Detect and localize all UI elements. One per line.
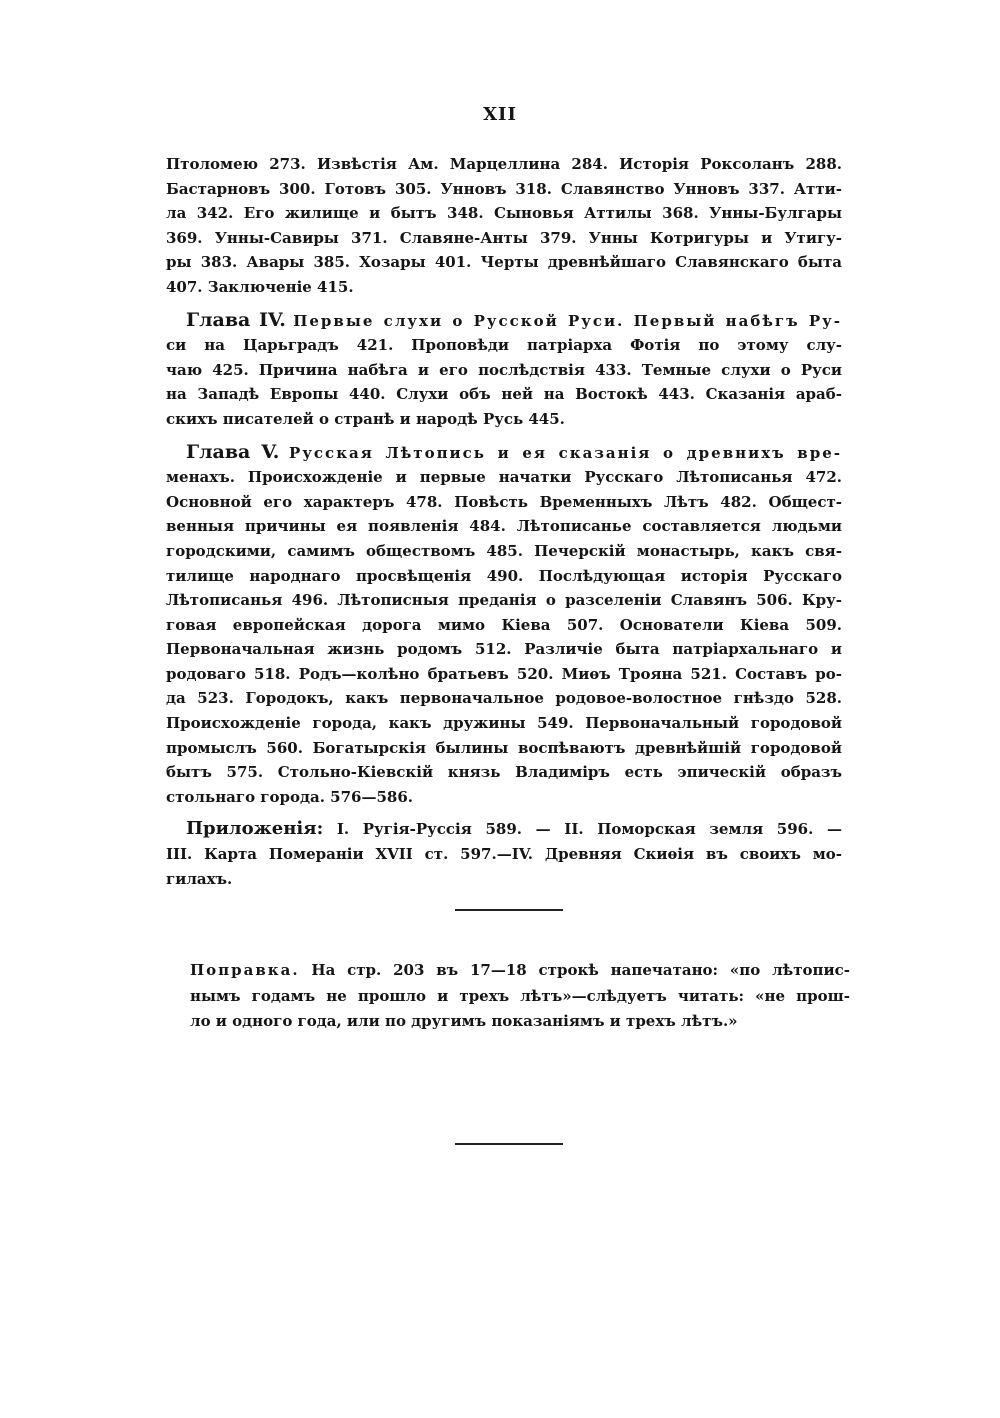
text-line: Бастарновъ 300. Готовъ 305. Унновъ 318. Славянство Унновъ 337. Атти- [166, 179, 842, 198]
correction-text: На стр. 203 въ 17—18 строкѣ напечатано: «по лѣтопис- [311, 961, 850, 979]
text-line [166, 440, 842, 466]
appendix-label: Приложенія: [186, 818, 324, 840]
correction-label: Поправка. [190, 961, 300, 979]
text-line: промыслъ 560. Богатырскія былины воспѣваютъ древнѣйшій городовой [166, 738, 842, 757]
text-line: на Западѣ Европы 440. Слухи объ ней на Востокѣ 443. Сказанія араб- [166, 385, 842, 404]
text-line: да 523. Городокъ, какъ первоначальное родовое-волостное гнѣздо 528. [166, 689, 842, 708]
text-line: чаю 425. Причина набѣга и его послѣдствія 433. Темные слухи о Руси [166, 360, 842, 379]
text-line: си на Царьградъ 421. Проповѣди патріарха Фотія по этому слу- [166, 336, 842, 355]
text-line: Птоломею 273. Извѣстія Ам. Марцеллина 284. Исторія Роксоланъ 288. [166, 155, 842, 173]
text-line: ры 383. Авары 385. Хозары 401. Черты древнѣйшаго Славянскаго быта [166, 253, 842, 272]
page-number: XII [483, 104, 517, 125]
correction-note [190, 958, 850, 1035]
text-line: венныя причины ея появленія 484. Лѣтописанье составляется людьми [166, 517, 842, 536]
text-line: родоваго 518. Родъ—колѣно братьевъ 520. Миѳъ Трояна 521. Составъ ро- [166, 664, 842, 683]
text-line: бытъ 575. Стольно-Кіевскій князь Владиміръ есть эпическій образъ [166, 763, 842, 782]
appendix-entry [166, 817, 842, 891]
bottom-divider [455, 1143, 563, 1145]
text-line: скихъ писателей о странѣ и народѣ Русь 445. [166, 409, 565, 428]
text-line: стольнаго города. 576—586. [166, 787, 414, 806]
table-of-contents [166, 152, 842, 891]
chapter-5-entry [166, 440, 842, 810]
text-line: нымъ годамъ не прошло и трехъ лѣтъ»—слѣдуетъ читать: «не прош- [190, 986, 850, 1005]
text-line: говая европейская дорога мимо Кіева 507. Основатели Кіева 509. [166, 615, 842, 634]
text-line: городскими, самимъ обществомъ 485. Печерскій монастырь, какъ свя- [166, 541, 842, 560]
text-line: менахъ. Происхожденіе и первые начатки Русскаго Лѣтописанья 472. [166, 468, 842, 487]
text-line [190, 958, 850, 984]
intro-paragraph [166, 152, 842, 300]
text-line: III. Карта Помераніи XVII ст. 597.—IV. Древняя Скиѳія въ своихъ мо- [166, 845, 842, 864]
text-line [166, 308, 842, 334]
text-line: тилище народнаго просвѣщенія 490. Послѣдующая исторія Русскаго [166, 566, 842, 585]
text-line: Основной его характеръ 478. Повѣсть Временныхъ Лѣтъ 482. Общест- [166, 492, 842, 511]
text-line: гилахъ. [166, 869, 233, 888]
chapter-4-title: Первые слухи о Русской Руси. Первый набѣгъ Ру- [293, 311, 842, 330]
text-line: 369. Унны-Савиры 371. Славяне-Анты 379. Унны Котригуры и Утигу- [166, 228, 842, 247]
text-line: ло и одного года, или по другимъ показаніямъ и трехъ лѣтъ.» [190, 1012, 738, 1030]
text-line [166, 817, 842, 842]
text-line: Происхожденіе города, какъ дружины 549. Первоначальный городовой [166, 714, 842, 733]
text-line: Лѣтописанья 496. Лѣтописныя преданія о разселеніи Славянъ 506. Кру- [166, 591, 842, 610]
chapter-4-entry [166, 308, 842, 432]
chapter-4-heading: Глава IV. [186, 308, 286, 331]
chapter-5-heading: Глава V. [186, 440, 280, 463]
chapter-5-title: Русская Лѣтопись и ея сказанія о древнихъ вре- [289, 443, 842, 462]
section-divider [455, 909, 563, 911]
text-line: Первоначальная жизнь родомъ 512. Различіе быта патріархальнаго и [166, 640, 842, 659]
text-line: 407. Заключеніе 415. [166, 277, 354, 296]
text-line: ла 342. Его жилище и бытъ 348. Сыновья Аттилы 368. Унны-Булгары [166, 204, 842, 223]
appendix-text: I. Ругія-Руссія 589. — II. Поморская земля 596. — [336, 820, 842, 839]
